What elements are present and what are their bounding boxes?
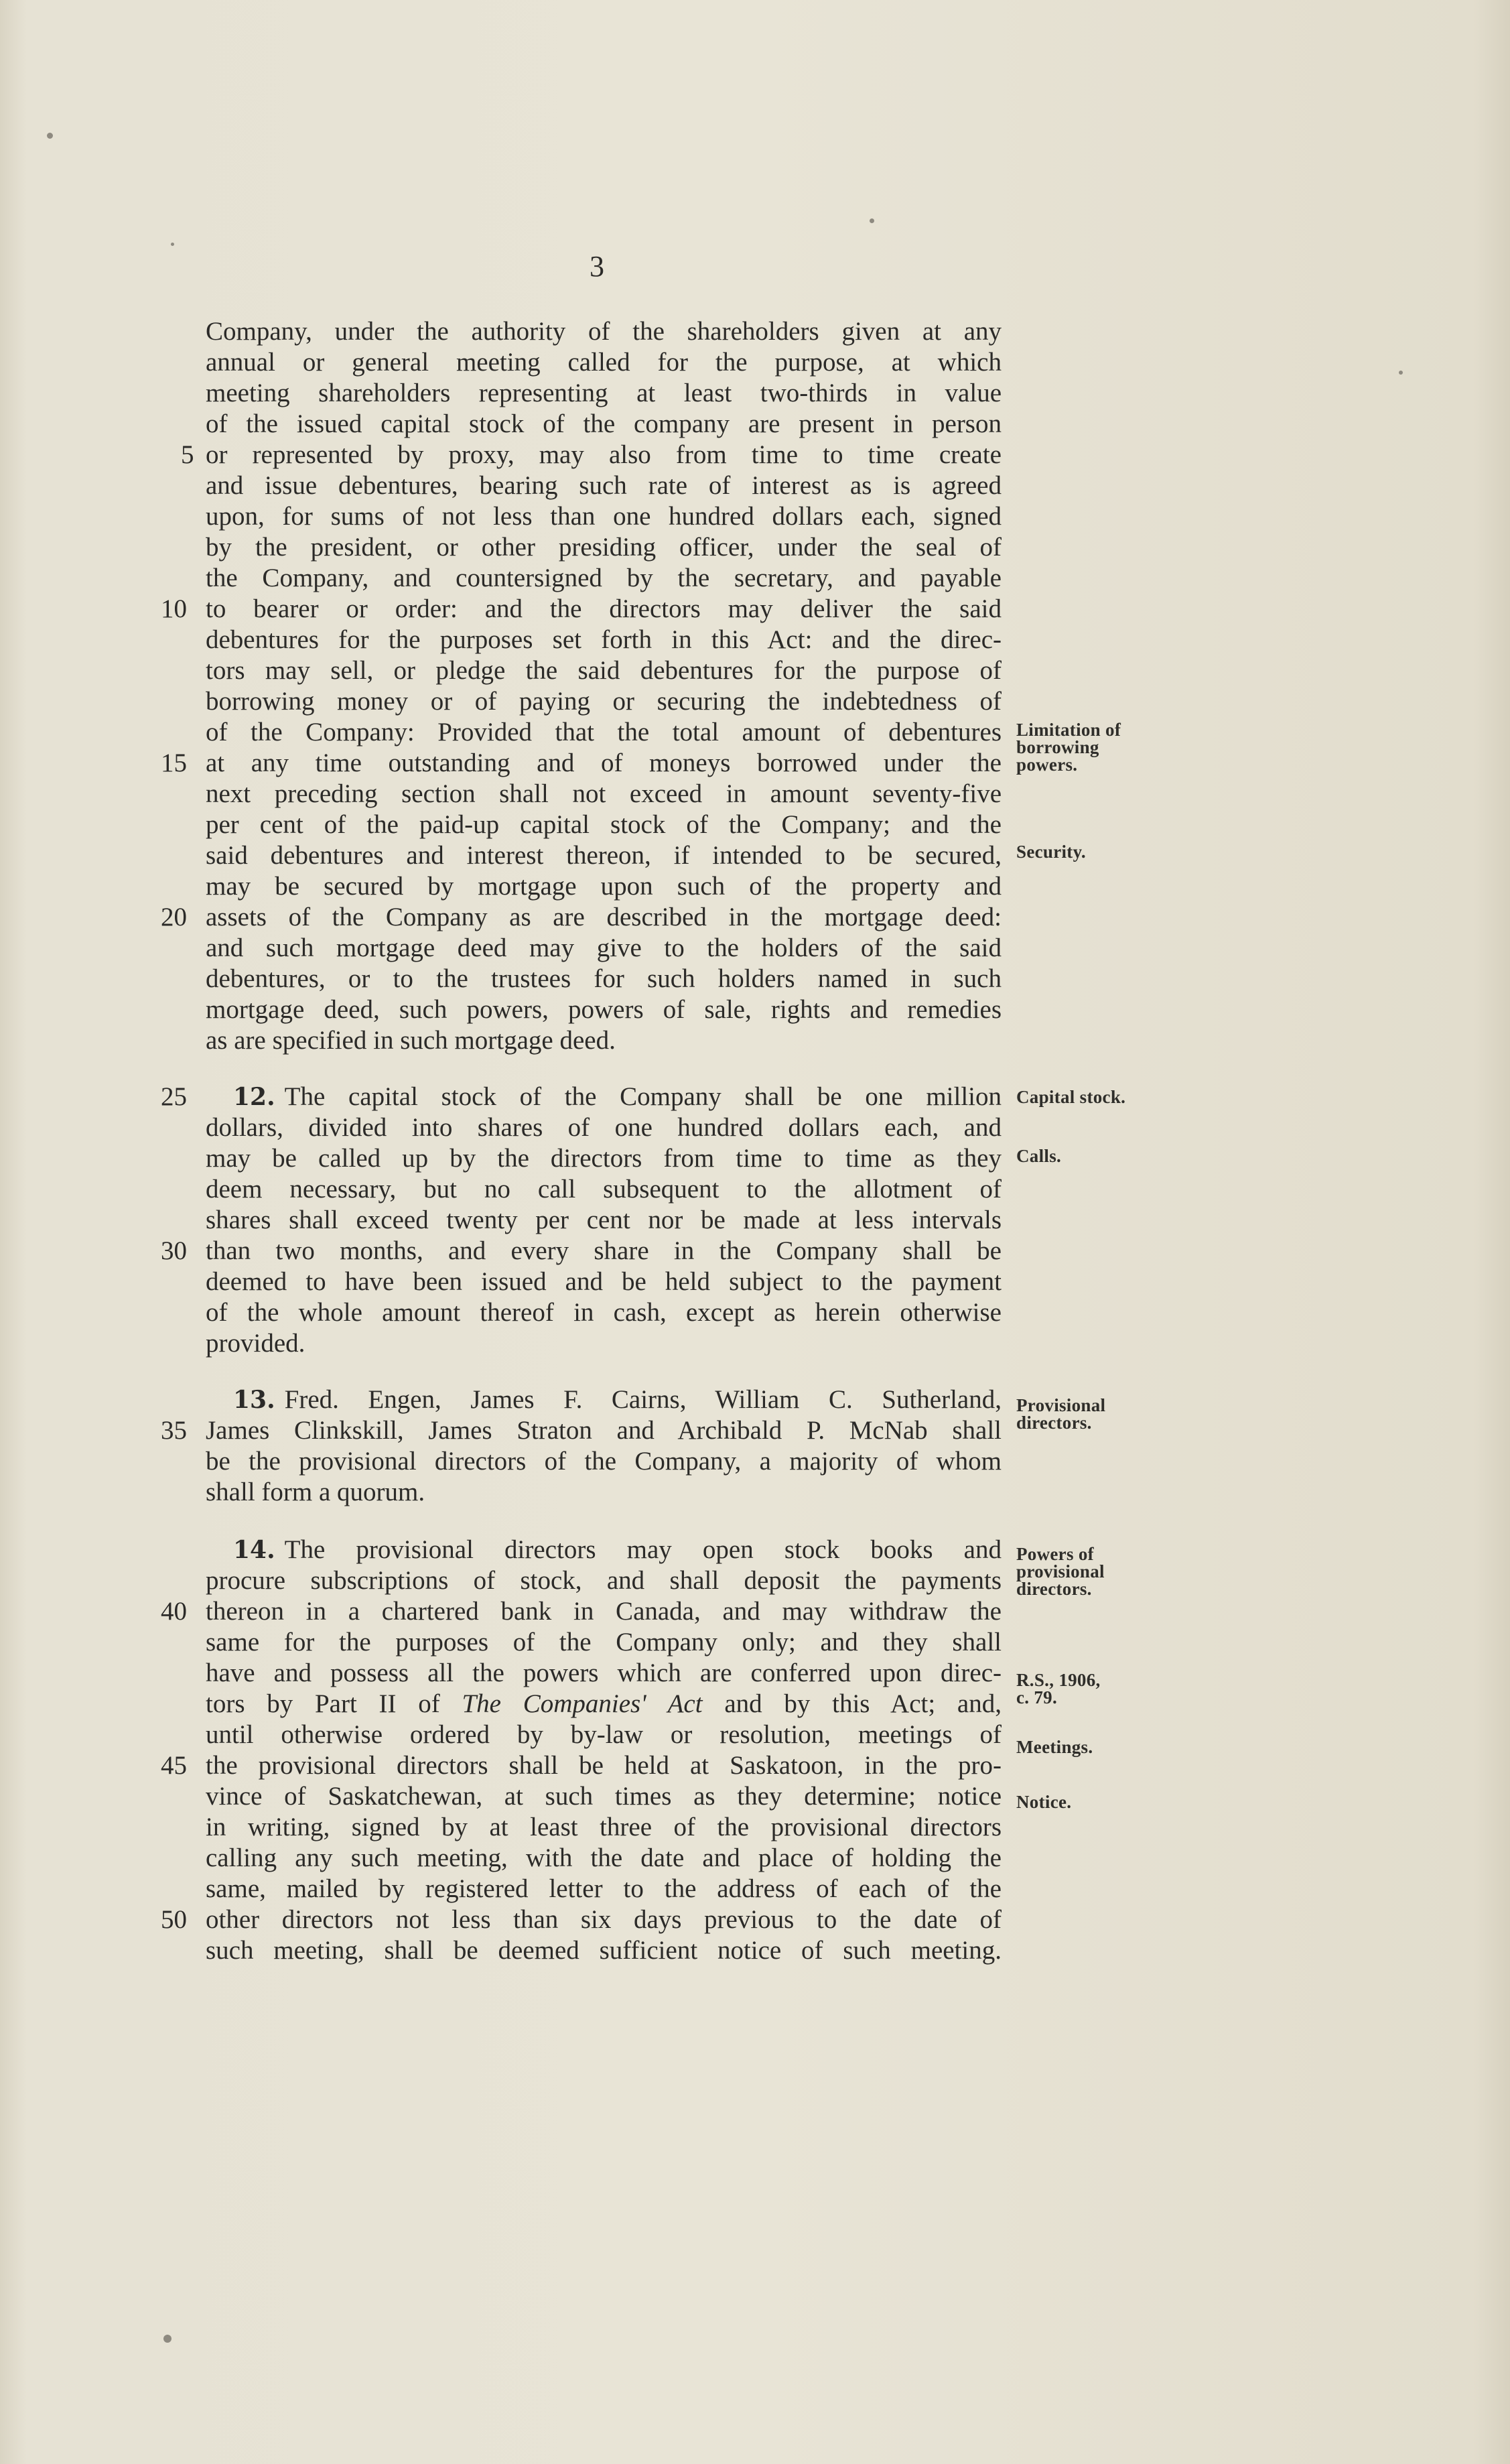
note-line: provisional (1016, 1561, 1105, 1581)
text-line: same for the purposes of the Company only; and they shall (206, 1628, 1002, 1657)
note-line: Notice. (1016, 1792, 1072, 1812)
text-line: deem necessary, but no call subsequent to the allotment of (206, 1175, 1002, 1204)
note-line: directors. (1016, 1413, 1092, 1433)
text-line: Fred. Engen, James F. Cairns, William C. Sutherland, (284, 1385, 1002, 1414)
text-line: the provisional directors shall be held at Saskatoon, in the pro- (206, 1751, 1002, 1780)
text-line: as are specified in such mortgage deed. (206, 1026, 616, 1055)
paper-speck (163, 2335, 171, 2343)
paper-speck (47, 133, 53, 139)
text-line: mortgage deed, such powers, powers of sale, rights and remedies (206, 995, 1002, 1024)
text-line: by the president, or other presiding officer, under the seal of (206, 533, 1002, 562)
section-number: 13. (233, 1386, 275, 1414)
line-number: 50 (161, 1905, 187, 1934)
marginal-note-rs-1906 (1016, 1671, 1101, 1706)
note-line: Powers of (1016, 1544, 1094, 1564)
text-line: shares shall exceed twenty per cent nor be made at less intervals (206, 1206, 1002, 1234)
text-line: other directors not less than six days previous to the date of (206, 1905, 1002, 1934)
text-line: provided. (206, 1329, 305, 1358)
line-number: 5 (181, 440, 194, 469)
text-line: debentures for the purposes set forth in this Act: and the direc- (206, 625, 1002, 654)
marginal-note-meetings (1016, 1738, 1093, 1756)
line-number: 30 (161, 1236, 187, 1265)
line-number: 10 (161, 594, 187, 623)
note-line: Provisional (1016, 1395, 1106, 1415)
text-line: of the Company: Provided that the total amount of debentures (206, 718, 1002, 747)
text-line: and issue debentures, bearing such rate of interest as is agreed (206, 471, 1002, 500)
section-number: 12. (233, 1083, 275, 1111)
paper-speck (1399, 371, 1403, 375)
note-line: Limitation of (1016, 720, 1121, 740)
text-line: The capital stock of the Company shall be one million (284, 1082, 1002, 1111)
note-line: Calls. (1016, 1146, 1062, 1166)
text-line: tors by Part II of The Companies' Act and by this Act; and, (206, 1689, 1002, 1718)
text-line: be the provisional directors of the Company, a majority of whom (206, 1447, 1002, 1476)
text-line: same, mailed by registered letter to the address of each of the (206, 1874, 1002, 1903)
text-line: procure subscriptions of stock, and shall deposit the payments (206, 1566, 1002, 1595)
text-line: calling any such meeting, with the date and place of holding the (206, 1843, 1002, 1872)
text-line: deemed to have been issued and be held subject to the payment (206, 1267, 1002, 1296)
note-line: R.S., 1906, (1016, 1670, 1101, 1690)
text-line: dollars, divided into shares of one hundred dollars each, and (206, 1113, 1002, 1142)
text-line: to bearer or order: and the directors may deliver the said (206, 594, 1002, 623)
statute-name: The Companies' Act (462, 1689, 703, 1718)
text-line: upon, for sums of not less than one hundred dollars each, signed (206, 502, 1002, 531)
text-line: such meeting, shall be deemed sufficient notice of such meeting. (206, 1936, 1002, 1965)
text-line: of the whole amount thereof in cash, except as herein otherwise (206, 1298, 1002, 1327)
text-line: debentures, or to the trustees for such holders named in such (206, 964, 1002, 993)
text-line: assets of the Company as are described in the mortgage deed: (206, 903, 1002, 931)
text-line: than two months, and every share in the Company shall be (206, 1236, 1002, 1265)
text-line: meeting shareholders representing at least two-thirds in value (206, 379, 1002, 407)
text-line: James Clinkskill, James Straton and Archibald P. McNab shall (206, 1416, 1002, 1445)
text-line: or represented by proxy, may also from time to time create (206, 440, 1002, 469)
text-line: at any time outstanding and of moneys borrowed under the (206, 749, 1002, 777)
text-line: tors may sell, or pledge the said debentures for the purpose of (206, 656, 1002, 685)
text-line: of the issued capital stock of the company are present in person (206, 409, 1002, 438)
note-line: borrowing (1016, 737, 1099, 757)
text-line: said debentures and interest thereon, if intended to be secured, (206, 841, 1002, 870)
text-line: shall form a quorum. (206, 1478, 425, 1506)
paper-speck (870, 218, 874, 223)
section-number: 14. (233, 1536, 275, 1564)
marginal-note-notice (1016, 1793, 1071, 1811)
text-line: thereon in a chartered bank in Canada, and may withdraw the (206, 1597, 1002, 1626)
text-line: until otherwise ordered by by-law or resolution, meetings of (206, 1720, 1002, 1749)
paper-speck (171, 243, 174, 246)
text-line: may be called up by the directors from time to time as they (206, 1144, 1002, 1173)
note-line: Security. (1016, 842, 1086, 862)
text-line: annual or general meeting called for the purpose, at which (206, 348, 1002, 377)
text-line: next preceding section shall not exceed in amount seventy-five (206, 779, 1002, 808)
marginal-note-calls (1016, 1147, 1061, 1165)
text-line: per cent of the paid-up capital stock of the Company; and the (206, 810, 1002, 839)
marginal-note-powers (1016, 1545, 1105, 1598)
marginal-note-security (1016, 843, 1086, 860)
text-line: The provisional directors may open stock books and (284, 1535, 1002, 1564)
line-number: 35 (161, 1416, 187, 1445)
note-line: c. 79. (1016, 1687, 1058, 1707)
line-number: 15 (161, 749, 187, 777)
text-line: and such mortgage deed may give to the holders of the said (206, 933, 1002, 962)
text-line: Company, under the authority of the shareholders given at any (206, 317, 1002, 346)
line-number: 25 (161, 1082, 187, 1111)
text-line: borrowing money or of paying or securing the indebtedness of (206, 687, 1002, 716)
marginal-note-capital-stock (1016, 1088, 1125, 1106)
line-number: 40 (161, 1597, 187, 1626)
text-line: have and possess all the powers which are conferred upon direc- (206, 1659, 1002, 1687)
note-line: Capital stock. (1016, 1087, 1126, 1107)
text-line: may be secured by mortgage upon such of the property and (206, 872, 1002, 901)
note-line: powers. (1016, 755, 1078, 775)
text-line: in writing, signed by at least three of the provisional directors (206, 1813, 1002, 1841)
page-number: 3 (590, 250, 604, 283)
text-line: vince of Saskatchewan, at such times as they determine; notice (206, 1782, 1002, 1811)
line-number: 20 (161, 903, 187, 931)
text-line: the Company, and countersigned by the secretary, and payable (206, 564, 1002, 592)
marginal-note-limitation (1016, 721, 1121, 773)
line-number: 45 (161, 1751, 187, 1780)
note-line: directors. (1016, 1579, 1092, 1599)
note-line: Meetings. (1016, 1737, 1093, 1757)
marginal-note-provisional-directors (1016, 1397, 1105, 1431)
